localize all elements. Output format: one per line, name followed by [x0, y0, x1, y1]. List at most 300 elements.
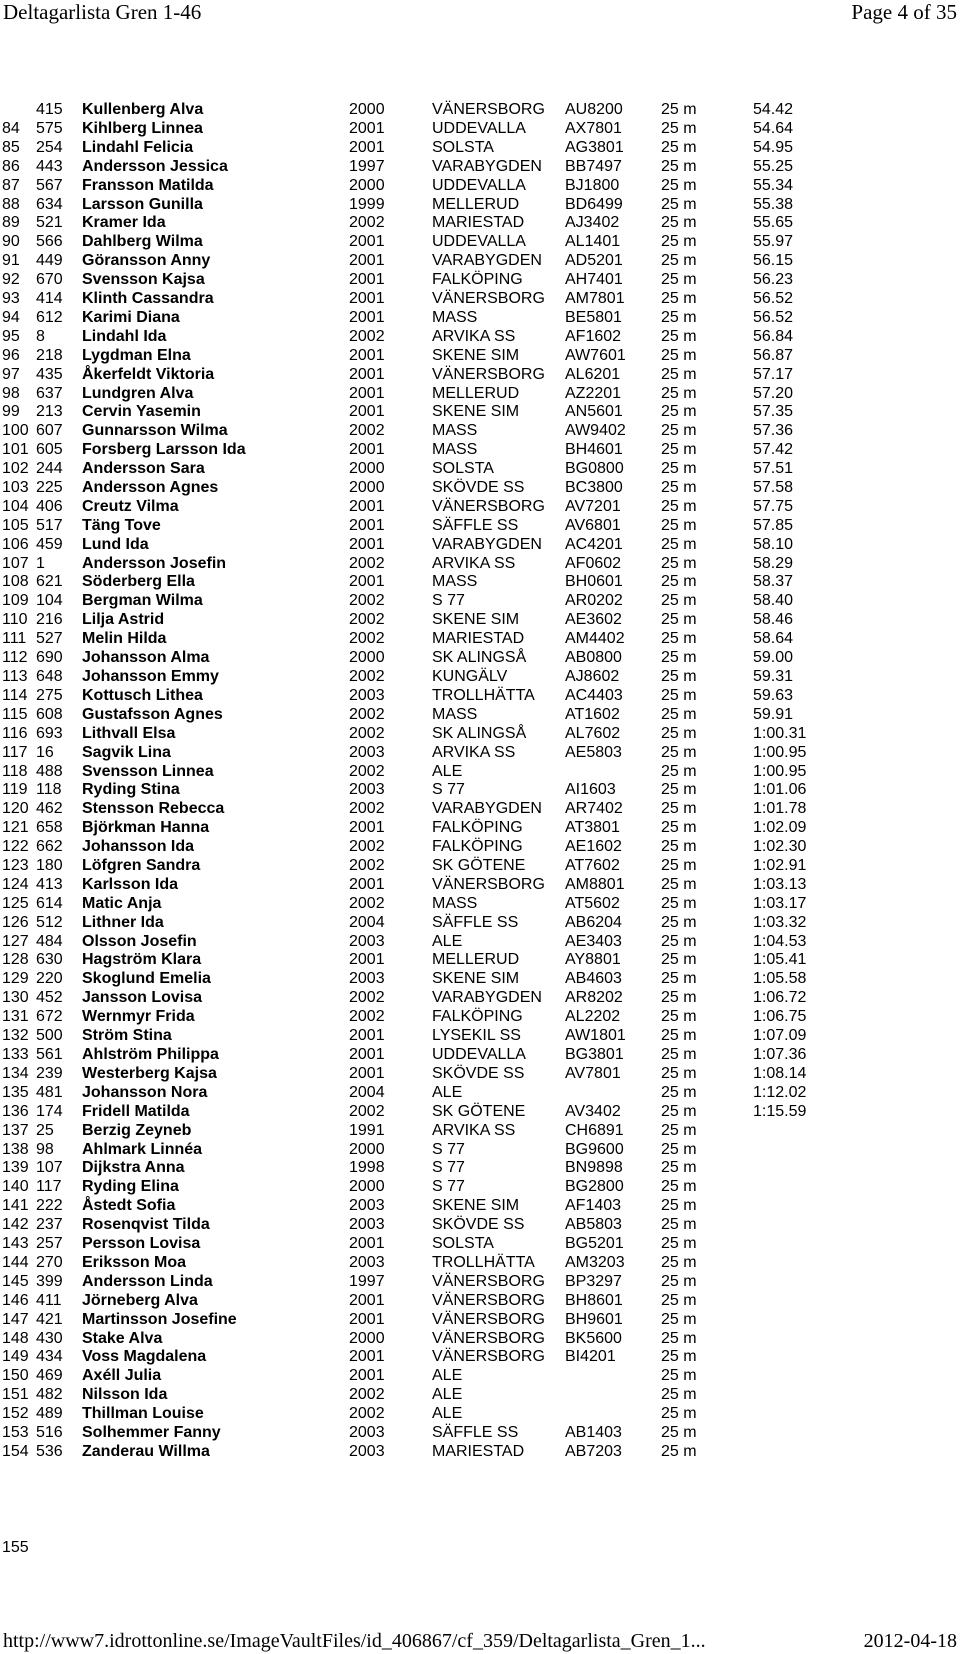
row-time: 56.87 [753, 347, 794, 364]
row-year: 2003 [349, 687, 385, 704]
row-distance: 25 m [661, 989, 697, 1006]
row-license: BH9601 [565, 1311, 623, 1328]
row-number: 536 [36, 1443, 63, 1460]
row-license: BG3801 [565, 1046, 624, 1063]
row-year: 2001 [349, 441, 385, 458]
row-distance: 25 m [661, 592, 697, 609]
row-place: 133 [2, 1046, 29, 1063]
row-place: 119 [2, 781, 28, 798]
row-license: AZ2201 [565, 385, 622, 402]
row-license: AL2202 [565, 1008, 621, 1025]
row-place: 147 [2, 1311, 29, 1328]
row-club: MASS [432, 706, 478, 723]
row-distance: 25 m [661, 1386, 697, 1403]
row-club: MASS [432, 422, 478, 439]
row-number: 512 [36, 914, 63, 931]
row-distance: 25 m [661, 1254, 697, 1271]
row-place: 114 [2, 687, 28, 704]
row-time: 1:06.75 [753, 1008, 807, 1025]
row-place: 129 [2, 970, 29, 987]
row-place: 101 [2, 441, 29, 458]
row-distance: 25 m [661, 649, 697, 666]
row-time: 1:00.95 [753, 763, 807, 780]
row-year: 2001 [349, 1292, 385, 1309]
row-place: 93 [2, 290, 20, 307]
table-row [0, 1291, 960, 1311]
row-license: BG0800 [565, 460, 624, 477]
row-license: AB4603 [565, 970, 622, 987]
row-year: 2003 [349, 933, 385, 950]
row-year: 2003 [349, 1424, 385, 1441]
row-year: 2001 [349, 1367, 385, 1384]
row-club: ARVIKA SS [432, 1122, 516, 1139]
table-row [0, 402, 960, 422]
row-year: 2004 [349, 914, 385, 931]
row-year: 2002 [349, 800, 385, 817]
row-license: AM4402 [565, 630, 625, 647]
row-club: MASS [432, 573, 478, 590]
row-time: 57.51 [753, 460, 794, 477]
row-name: Persson Lovisa [82, 1235, 201, 1252]
row-name: Dahlberg Wilma [82, 233, 203, 250]
page-number: Page 4 of 35 [851, 0, 957, 24]
row-club: SKENE SIM [432, 403, 520, 420]
row-license: BC3800 [565, 479, 623, 496]
row-place: 139 [2, 1159, 29, 1176]
cut-off-row-number: 155 [2, 1539, 29, 1552]
row-year: 2001 [349, 1348, 385, 1365]
row-distance: 25 m [661, 1008, 697, 1025]
row-name: Rosenqvist Tilda [82, 1216, 210, 1233]
row-name: Svensson Kajsa [82, 271, 205, 288]
row-name: Wernmyr Frida [82, 1008, 195, 1025]
row-place: 142 [2, 1216, 29, 1233]
row-time: 1:03.17 [753, 895, 807, 912]
row-time: 57.75 [753, 498, 794, 515]
row-time: 56.84 [753, 328, 794, 345]
row-number: 174 [36, 1103, 63, 1120]
row-place: 87 [2, 177, 20, 194]
row-number: 500 [36, 1027, 63, 1044]
row-name: Jörneberg Alva [82, 1292, 198, 1309]
row-distance: 25 m [661, 498, 697, 515]
row-time: 59.63 [753, 687, 794, 704]
row-club: VARABYGDEN [432, 252, 542, 269]
row-name: Åkerfeldt Viktoria [82, 366, 215, 383]
row-place: 107 [2, 555, 29, 572]
row-distance: 25 m [661, 687, 697, 704]
row-distance: 25 m [661, 970, 697, 987]
row-place: 113 [2, 668, 28, 685]
row-club: FALKÖPING [432, 838, 523, 855]
row-time: 1:07.09 [753, 1027, 807, 1044]
row-name: Zanderau Willma [82, 1443, 210, 1460]
row-name: Lundgren Alva [82, 385, 194, 402]
row-name: Sagvik Lina [82, 744, 171, 761]
table-row [0, 459, 960, 479]
row-year: 2002 [349, 895, 385, 912]
row-place: 89 [2, 214, 20, 231]
row-name: Johansson Alma [82, 649, 210, 666]
row-license: AV3402 [565, 1103, 621, 1120]
row-place: 106 [2, 536, 29, 553]
row-place: 132 [2, 1027, 29, 1044]
row-number: 489 [36, 1405, 63, 1422]
row-license: AV6801 [565, 517, 621, 534]
row-place: 145 [2, 1273, 29, 1290]
row-year: 2001 [349, 233, 385, 250]
row-number: 25 [36, 1122, 54, 1139]
row-name: Axéll Julia [82, 1367, 162, 1384]
row-number: 237 [36, 1216, 63, 1233]
row-place: 92 [2, 271, 20, 288]
row-time: 57.17 [753, 366, 794, 383]
table-row [0, 1442, 960, 1462]
row-distance: 25 m [661, 536, 697, 553]
row-number: 118 [36, 781, 62, 798]
table-row [0, 100, 960, 120]
table-row [0, 762, 960, 782]
row-year: 2001 [349, 385, 385, 402]
row-time: 55.38 [753, 196, 794, 213]
footer-date: 2012-04-18 [863, 1630, 957, 1652]
row-year: 2000 [349, 1141, 385, 1158]
row-place: 121 [2, 819, 29, 836]
row-time: 56.52 [753, 309, 794, 326]
row-license: AD5201 [565, 252, 623, 269]
row-license: AB0800 [565, 649, 622, 666]
row-name: Forsberg Larsson Ida [82, 441, 246, 458]
row-license: AU8200 [565, 101, 623, 118]
row-distance: 25 m [661, 233, 697, 250]
row-year: 2001 [349, 517, 385, 534]
row-time: 55.65 [753, 214, 794, 231]
row-name: Fransson Matilda [82, 177, 214, 194]
row-license: AT3801 [565, 819, 620, 836]
footer-url[interactable]: http://www7.idrottonline.se/ImageVaultFiles/id_406867/cf_359/Deltagarlista_Gren_1... [3, 1630, 706, 1652]
row-name: Ryding Stina [82, 781, 180, 798]
row-year: 2002 [349, 668, 385, 685]
row-place: 146 [2, 1292, 29, 1309]
table-row [0, 1045, 960, 1065]
row-distance: 25 m [661, 1159, 697, 1176]
table-row [0, 837, 960, 857]
row-distance: 25 m [661, 1122, 697, 1139]
row-club: FALKÖPING [432, 271, 523, 288]
row-license: AW1801 [565, 1027, 626, 1044]
row-year: 2001 [349, 573, 385, 590]
row-name: Andersson Josefin [82, 555, 227, 572]
row-club: SÄFFLE SS [432, 914, 519, 931]
table-row [0, 195, 960, 215]
table-row [0, 1347, 960, 1367]
row-distance: 25 m [661, 214, 697, 231]
row-license: AC4403 [565, 687, 623, 704]
row-license: AM8801 [565, 876, 625, 893]
table-row [0, 591, 960, 611]
row-club: SK ALINGSÅ [432, 725, 527, 742]
row-number: 672 [36, 1008, 63, 1025]
row-number: 218 [36, 347, 63, 364]
row-name: Voss Magdalena [82, 1348, 207, 1365]
table-row [0, 648, 960, 668]
row-club: UDDEVALLA [432, 233, 526, 250]
row-distance: 25 m [661, 177, 697, 194]
row-license: AM7801 [565, 290, 625, 307]
row-name: Westerberg Kajsa [82, 1065, 217, 1082]
row-number: 411 [36, 1292, 62, 1309]
row-name: Kramer Ida [82, 214, 166, 231]
row-club: ARVIKA SS [432, 555, 516, 572]
row-number: 1 [36, 555, 45, 572]
row-club: VÄNERSBORG [432, 1330, 545, 1347]
row-year: 2001 [349, 347, 385, 364]
row-name: Lithner Ida [82, 914, 164, 931]
row-place: 86 [2, 158, 20, 175]
row-name: Stensson Rebecca [82, 800, 225, 817]
row-time: 57.20 [753, 385, 794, 402]
row-distance: 25 m [661, 706, 697, 723]
row-license: AF1403 [565, 1197, 622, 1214]
row-distance: 25 m [661, 1065, 697, 1082]
row-name: Andersson Sara [82, 460, 205, 477]
row-place: 111 [2, 630, 27, 647]
row-year: 2001 [349, 1065, 385, 1082]
row-distance: 25 m [661, 290, 697, 307]
row-club: ALE [432, 1367, 463, 1384]
row-club: SOLSTA [432, 460, 494, 477]
row-name: Cervin Yasemin [82, 403, 201, 420]
row-number: 482 [36, 1386, 63, 1403]
table-row [0, 289, 960, 309]
row-license: BH0601 [565, 573, 623, 590]
table-row [0, 535, 960, 555]
row-place: 149 [2, 1348, 29, 1365]
row-license: AX7801 [565, 120, 622, 137]
table-row [0, 1140, 960, 1160]
row-time: 58.64 [753, 630, 794, 647]
row-distance: 25 m [661, 309, 697, 326]
row-number: 693 [36, 725, 63, 742]
row-club: MASS [432, 895, 478, 912]
row-year: 1998 [349, 1159, 385, 1176]
table-row [0, 138, 960, 158]
table-row [0, 1215, 960, 1235]
row-distance: 25 m [661, 763, 697, 780]
row-place: 154 [2, 1443, 29, 1460]
row-distance: 25 m [661, 951, 697, 968]
row-year: 2002 [349, 630, 385, 647]
row-license: BJ1800 [565, 177, 620, 194]
row-distance: 25 m [661, 838, 697, 855]
row-distance: 25 m [661, 876, 697, 893]
row-year: 2003 [349, 1197, 385, 1214]
row-license: AY8801 [565, 951, 621, 968]
row-distance: 25 m [661, 1046, 697, 1063]
row-name: Lithvall Elsa [82, 725, 176, 742]
row-place: 104 [2, 498, 29, 515]
row-place: 140 [2, 1178, 29, 1195]
table-row [0, 1121, 960, 1141]
row-number: 484 [36, 933, 63, 950]
row-name: Gustafsson Agnes [82, 706, 223, 723]
row-number: 634 [36, 196, 63, 213]
row-year: 2002 [349, 328, 385, 345]
table-row [0, 1329, 960, 1349]
row-place: 116 [2, 725, 28, 742]
row-distance: 25 m [661, 1027, 697, 1044]
row-license: AR7402 [565, 800, 623, 817]
row-distance: 25 m [661, 857, 697, 874]
row-time: 1:00.95 [753, 744, 807, 761]
table-row [0, 478, 960, 498]
row-time: 1:05.58 [753, 970, 807, 987]
row-year: 2000 [349, 460, 385, 477]
row-year: 2001 [349, 403, 385, 420]
row-club: MELLERUD [432, 951, 520, 968]
table-row [0, 346, 960, 366]
row-place: 150 [2, 1367, 29, 1384]
row-distance: 25 m [661, 555, 697, 572]
row-number: 459 [36, 536, 63, 553]
row-number: 254 [36, 139, 63, 156]
row-time: 1:06.72 [753, 989, 807, 1006]
table-row [0, 1366, 960, 1386]
row-distance: 25 m [661, 252, 697, 269]
row-distance: 25 m [661, 479, 697, 496]
row-number: 257 [36, 1235, 63, 1252]
row-club: VÄNERSBORG [432, 1292, 545, 1309]
row-place: 98 [2, 385, 20, 402]
row-license: BH4601 [565, 441, 623, 458]
row-club: TROLLHÄTTA [432, 687, 535, 704]
table-row [0, 384, 960, 404]
row-year: 2001 [349, 252, 385, 269]
row-club: VÄNERSBORG [432, 101, 545, 118]
row-club: FALKÖPING [432, 1008, 523, 1025]
row-number: 517 [36, 517, 63, 534]
table-row [0, 667, 960, 687]
row-number: 270 [36, 1254, 63, 1271]
row-license: AE3602 [565, 611, 622, 628]
row-license: AV7201 [565, 498, 621, 515]
row-distance: 25 m [661, 781, 697, 798]
row-distance: 25 m [661, 895, 697, 912]
row-time: 57.85 [753, 517, 794, 534]
row-year: 2000 [349, 1330, 385, 1347]
row-number: 222 [36, 1197, 63, 1214]
row-license: BH8601 [565, 1292, 623, 1309]
row-distance: 25 m [661, 1103, 697, 1120]
row-time: 58.46 [753, 611, 794, 628]
row-time: 1:02.91 [753, 857, 807, 874]
row-number: 690 [36, 649, 63, 666]
row-license: AM3203 [565, 1254, 625, 1271]
table-row [0, 743, 960, 763]
row-name: Ahlström Philippa [82, 1046, 219, 1063]
row-club: SKENE SIM [432, 347, 520, 364]
row-time: 1:02.09 [753, 819, 807, 836]
row-name: Skoglund Emelia [82, 970, 211, 987]
row-place: 100 [2, 422, 29, 439]
table-row [0, 1196, 960, 1216]
row-name: Olsson Josefin [82, 933, 197, 950]
row-distance: 25 m [661, 460, 697, 477]
row-time: 1:08.14 [753, 1065, 807, 1082]
row-number: 414 [36, 290, 63, 307]
row-club: MELLERUD [432, 196, 520, 213]
row-name: Andersson Linda [82, 1273, 213, 1290]
row-club: ALE [432, 1386, 463, 1403]
row-number: 216 [36, 611, 63, 628]
row-place: 97 [2, 366, 20, 383]
row-number: 621 [36, 573, 63, 590]
row-year: 1991 [349, 1122, 385, 1139]
table-row [0, 157, 960, 177]
row-year: 2001 [349, 1235, 385, 1252]
row-club: SKENE SIM [432, 1197, 520, 1214]
row-name: Nilsson Ida [82, 1386, 168, 1403]
row-year: 2002 [349, 838, 385, 855]
row-year: 2002 [349, 706, 385, 723]
row-distance: 25 m [661, 744, 697, 761]
row-place: 141 [2, 1197, 29, 1214]
row-number: 413 [36, 876, 63, 893]
row-time: 58.37 [753, 573, 794, 590]
row-place: 91 [2, 252, 20, 269]
row-number: 527 [36, 630, 63, 647]
row-place: 123 [2, 857, 29, 874]
table-row [0, 1102, 960, 1122]
row-name: Söderberg Ella [82, 573, 195, 590]
row-number: 225 [36, 479, 63, 496]
row-name: Johansson Nora [82, 1084, 208, 1101]
row-distance: 25 m [661, 611, 697, 628]
row-place: 151 [2, 1386, 29, 1403]
row-name: Berzig Zeyneb [82, 1122, 192, 1139]
row-year: 2003 [349, 1216, 385, 1233]
row-number: 421 [36, 1311, 63, 1328]
row-year: 1999 [349, 196, 385, 213]
row-license: AF1602 [565, 328, 622, 345]
table-row [0, 572, 960, 592]
row-name: Ahlmark Linnéa [82, 1141, 203, 1158]
row-license: AW9402 [565, 422, 626, 439]
table-row [0, 308, 960, 328]
row-year: 2001 [349, 290, 385, 307]
row-club: VÄNERSBORG [432, 1348, 545, 1365]
row-license: BE5801 [565, 309, 622, 326]
row-license: BG2800 [565, 1178, 624, 1195]
row-year: 2003 [349, 1254, 385, 1271]
row-time: 56.52 [753, 290, 794, 307]
row-distance: 25 m [661, 1367, 697, 1384]
row-number: 481 [36, 1084, 63, 1101]
row-year: 2000 [349, 101, 385, 118]
row-club: MARIESTAD [432, 214, 525, 231]
row-number: 516 [36, 1424, 63, 1441]
table-row [0, 875, 960, 895]
row-place: 127 [2, 933, 29, 950]
row-distance: 25 m [661, 139, 697, 156]
row-time: 57.58 [753, 479, 794, 496]
row-year: 2001 [349, 498, 385, 515]
row-club: MASS [432, 441, 478, 458]
row-license: AB5803 [565, 1216, 622, 1233]
row-club: SKÖVDE SS [432, 479, 525, 496]
row-time: 1:12.02 [753, 1084, 807, 1101]
row-distance: 25 m [661, 819, 697, 836]
